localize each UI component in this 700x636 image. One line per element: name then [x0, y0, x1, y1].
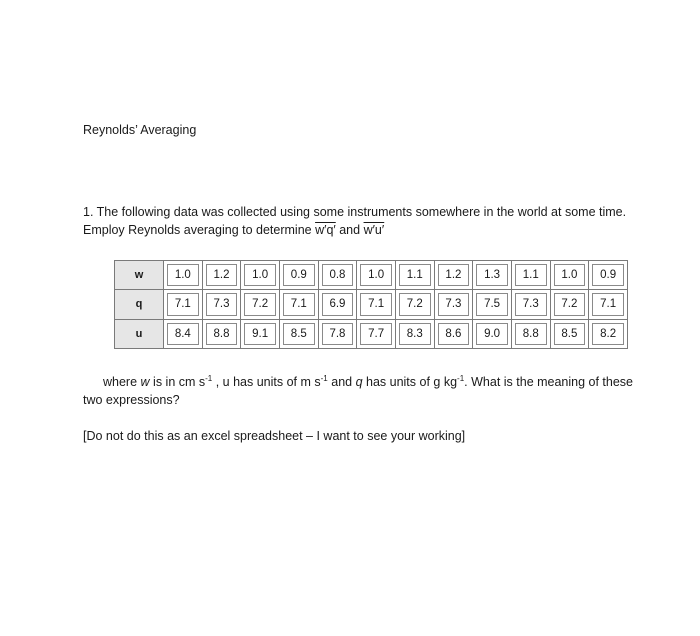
table-cell [511, 319, 550, 348]
table-cell [318, 261, 357, 290]
table-cell [434, 290, 473, 319]
table-cell [434, 319, 473, 348]
table-cell [202, 319, 241, 348]
cell-value: 7.8 [322, 323, 354, 345]
cell-value: 1.2 [206, 264, 238, 286]
cell-value: 1.0 [554, 264, 586, 286]
cell-value: 1.2 [438, 264, 470, 286]
cell-value: 7.1 [592, 293, 624, 315]
question-text [83, 203, 643, 239]
units-q-var: q [355, 375, 363, 390]
table-cell [550, 261, 589, 290]
cell-value: 8.8 [515, 323, 547, 345]
data-table [114, 260, 628, 349]
units-exp2: -1 [320, 374, 328, 383]
cell-value: 7.1 [167, 293, 199, 315]
cell-value: 8.5 [554, 323, 586, 345]
table-cell [164, 261, 203, 290]
row-label: u [115, 319, 164, 348]
cell-value: 1.0 [360, 264, 392, 286]
units-q: has units of g kg [362, 375, 458, 390]
table-cell [395, 290, 434, 319]
row-label: q [115, 290, 164, 319]
table-row-u [115, 319, 628, 348]
units-w: is in cm s [149, 375, 206, 390]
cell-value: 1.0 [167, 264, 199, 286]
table-cell [434, 261, 473, 290]
units-and: and [327, 375, 356, 390]
cell-value: 8.5 [283, 323, 315, 345]
table-cell [318, 290, 357, 319]
table-cell [279, 261, 318, 290]
cell-value: 8.6 [438, 323, 470, 345]
units-question: . What is the meaning of these two expressions? [83, 375, 634, 408]
cell-value: 0.8 [322, 264, 354, 286]
expression-wq: w′q′ [315, 223, 336, 237]
question-body: 1. The following data was collected using some instruments somewhere in the world at some time. Employ Reynolds averaging to determine [83, 205, 627, 237]
table-cell [589, 290, 628, 319]
cell-value: 0.9 [283, 264, 315, 286]
cell-value: 6.9 [322, 293, 354, 315]
instruction-note: [Do not do this as an excel spreadsheet – I want to see your working] [83, 429, 466, 443]
table-cell [357, 319, 396, 348]
cell-value: 1.3 [476, 264, 508, 286]
table-cell [473, 261, 512, 290]
table-cell [202, 290, 241, 319]
units-w-var: w [140, 375, 150, 390]
units-exp3: -1 [457, 374, 465, 383]
table-cell [241, 290, 280, 319]
table-row-q [115, 290, 628, 319]
cell-value: 8.3 [399, 323, 431, 345]
table-cell [395, 261, 434, 290]
table-cell [241, 319, 280, 348]
cell-value: 9.1 [244, 323, 276, 345]
expression-wu: w′u′ [363, 223, 385, 237]
question-conjunction: and [335, 223, 364, 237]
table-cell [395, 319, 434, 348]
cell-value: 7.3 [515, 293, 547, 315]
cell-value: 1.0 [244, 264, 276, 286]
units-u: , u has units of m s [212, 375, 321, 390]
cell-value: 7.1 [360, 293, 392, 315]
table-cell [279, 290, 318, 319]
table-cell [164, 290, 203, 319]
table-cell [550, 319, 589, 348]
cell-value: 0.9 [592, 264, 624, 286]
table-cell [357, 290, 396, 319]
cell-value: 7.1 [283, 293, 315, 315]
table-row-w [115, 261, 628, 290]
table-cell [202, 261, 241, 290]
cell-value: 1.1 [399, 264, 431, 286]
cell-value: 7.7 [360, 323, 392, 345]
table-cell [589, 319, 628, 348]
cell-value: 7.2 [399, 293, 431, 315]
units-text [83, 370, 643, 409]
cell-value: 1.1 [515, 264, 547, 286]
cell-value: 7.3 [206, 293, 238, 315]
table-cell [550, 290, 589, 319]
units-where: where [103, 375, 141, 390]
cell-value: 7.3 [438, 293, 470, 315]
cell-value: 8.4 [167, 323, 199, 345]
section-heading: Reynolds’ Averaging [83, 123, 197, 137]
table-cell [318, 319, 357, 348]
cell-value: 8.2 [592, 323, 624, 345]
table-cell [164, 319, 203, 348]
cell-value: 7.2 [244, 293, 276, 315]
table-cell [279, 319, 318, 348]
table-cell [473, 290, 512, 319]
cell-value: 8.8 [206, 323, 238, 345]
table-cell [473, 319, 512, 348]
cell-value: 7.5 [476, 293, 508, 315]
table-cell [511, 290, 550, 319]
table-cell [357, 261, 396, 290]
table-cell [589, 261, 628, 290]
cell-value: 7.2 [554, 293, 586, 315]
row-label: w [115, 261, 164, 290]
table-cell [511, 261, 550, 290]
cell-value: 9.0 [476, 323, 508, 345]
table-cell [241, 261, 280, 290]
units-exp1: -1 [205, 374, 213, 383]
